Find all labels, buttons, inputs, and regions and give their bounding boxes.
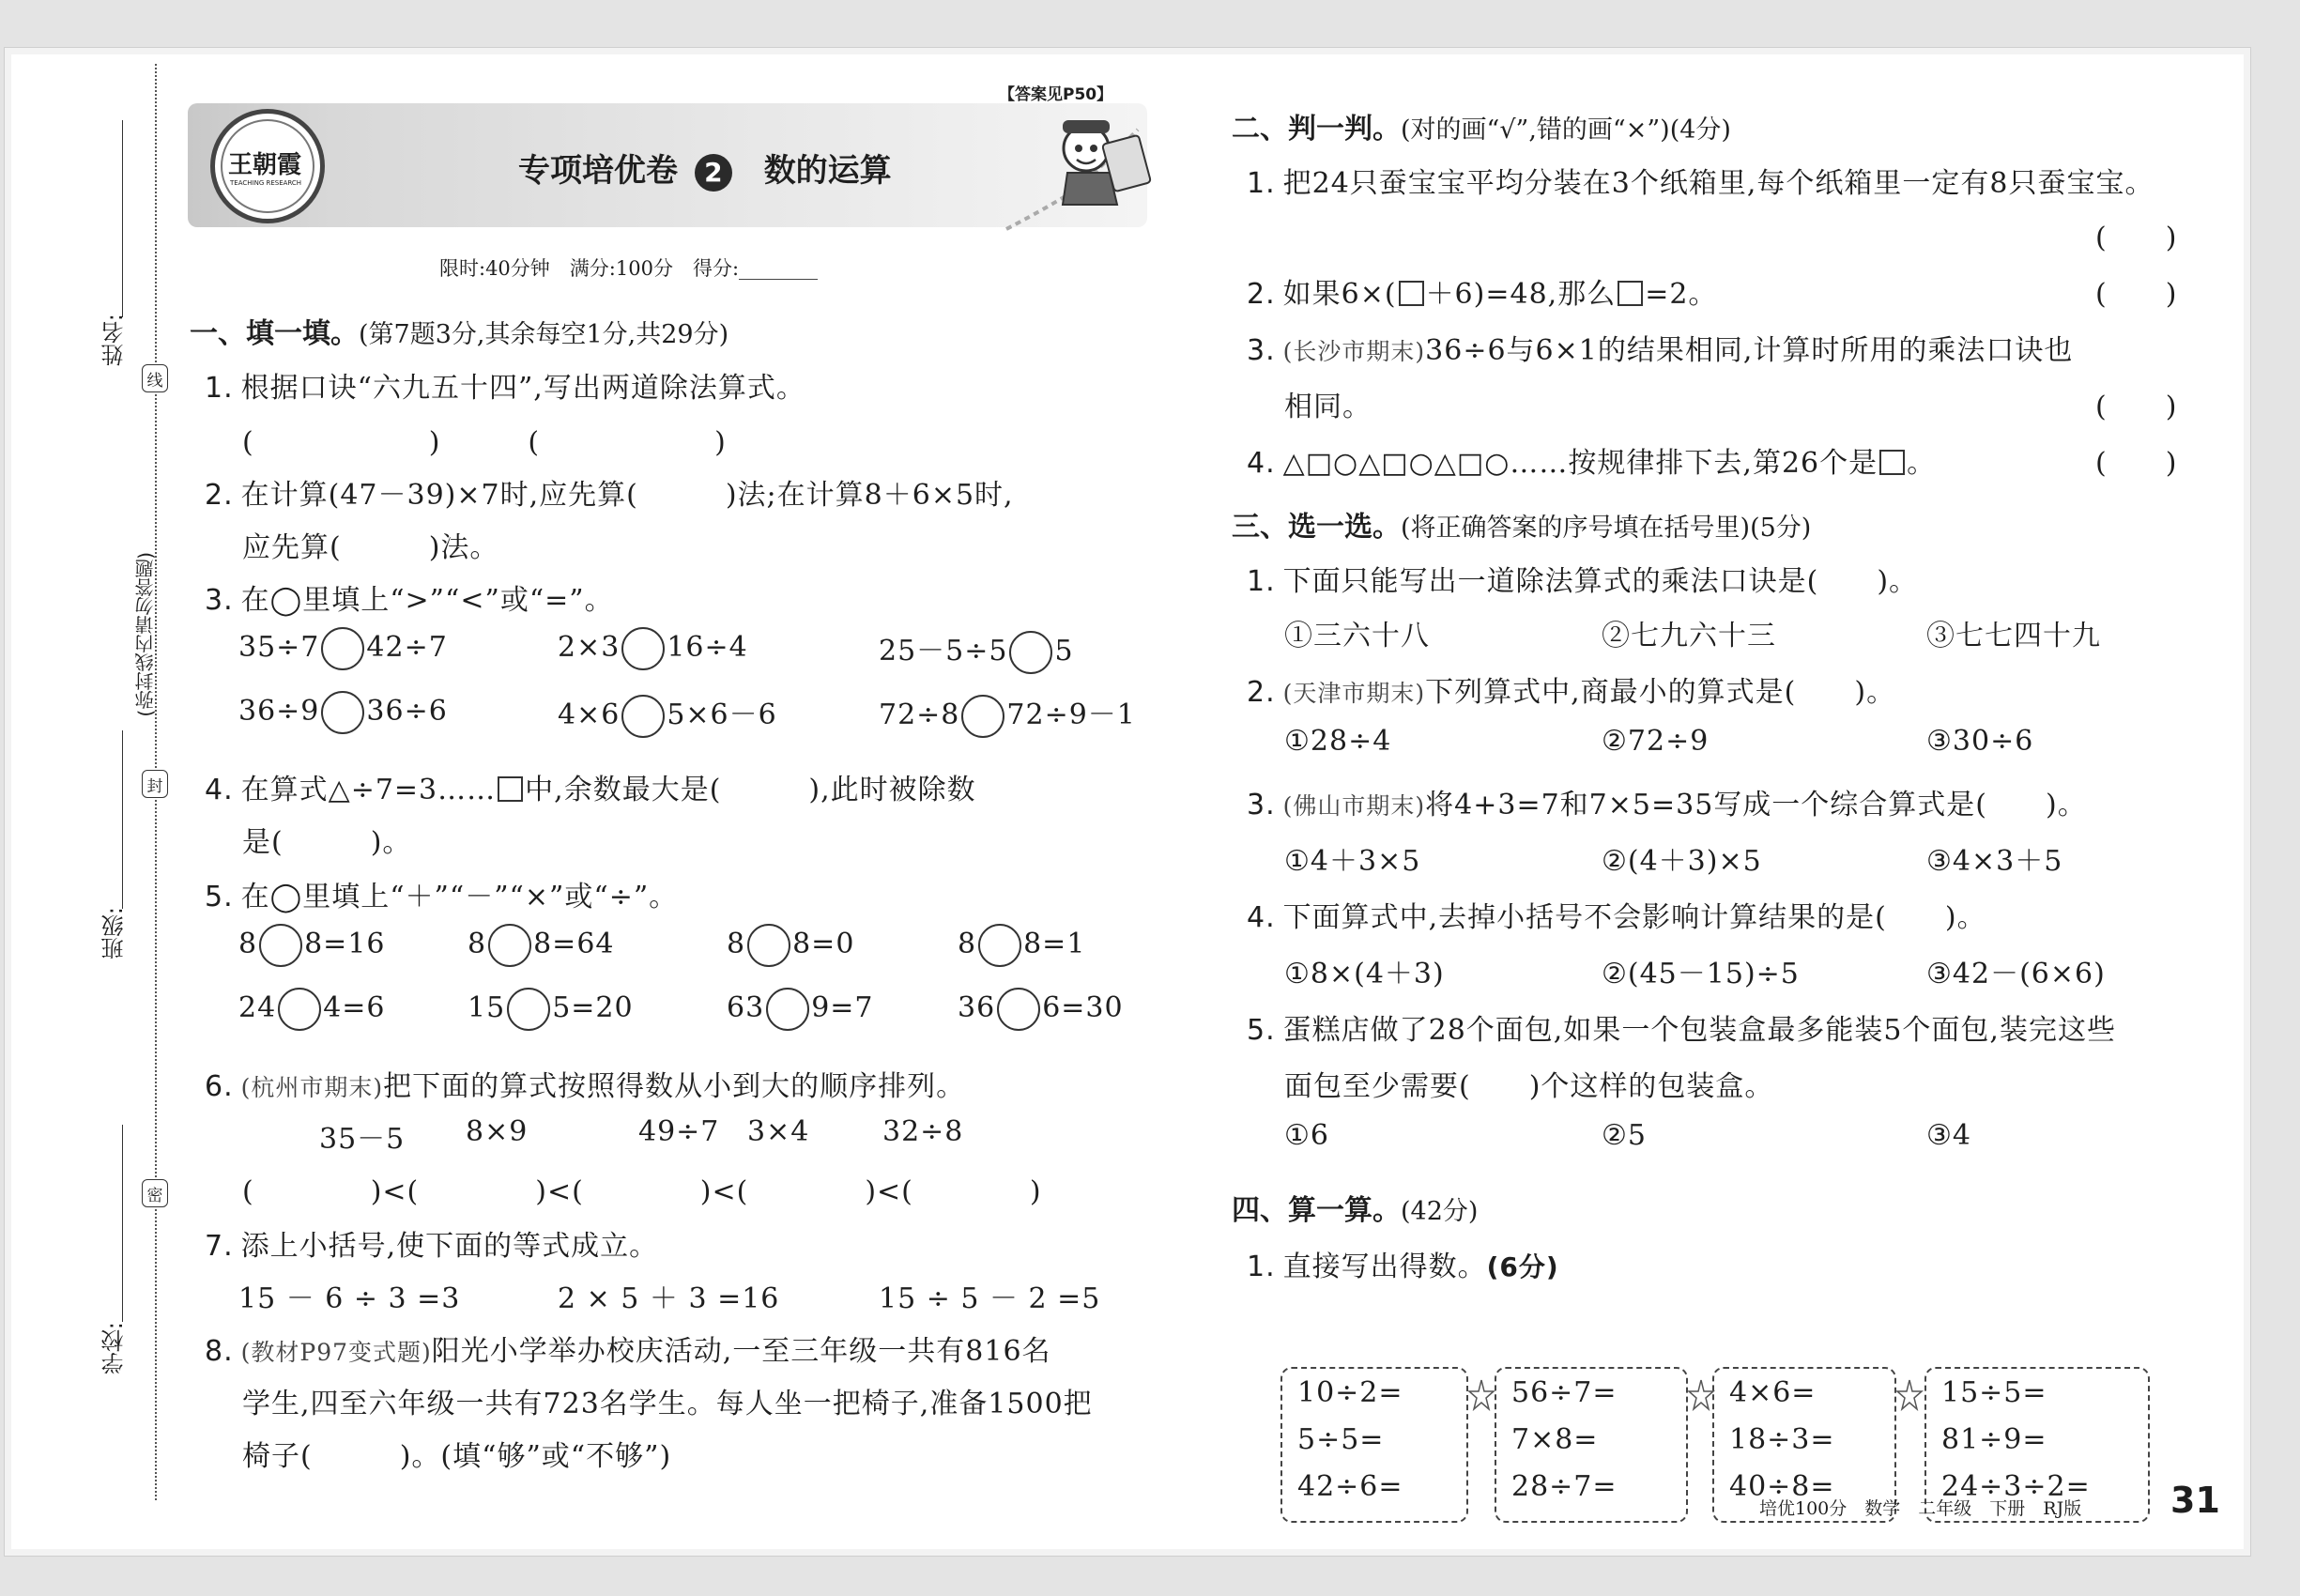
s1-q2-text-line2: 应先算( )法。 (242, 531, 499, 564)
logo-badge (210, 109, 325, 223)
calc-item[interactable]: 5÷5= (1297, 1423, 1385, 1456)
s2-q3-text: 36÷6与6×1的结果相同,计算时所用的乘法口诀也 (1425, 334, 2074, 367)
s3-q5-option-2[interactable]: ②5 (1602, 1119, 1647, 1152)
s1-q8-text-line2: 学生,四至六年级一共有723名学生。每人坐一把椅子,准备1500把 (242, 1388, 1093, 1420)
s3-q4-number: 4. (1247, 901, 1276, 934)
s1-q5-eq-8: 36 6=30 (958, 988, 1124, 1031)
page-number: 31 (2170, 1480, 2220, 1521)
s2-question-1 (1247, 160, 2154, 201)
s1-q3-text: 在◯里填上“>”“<”或“=”。 (240, 584, 614, 617)
operator-circle[interactable] (978, 924, 1021, 967)
compare-circle[interactable] (961, 695, 1004, 738)
s1-question-3 (205, 576, 614, 618)
s3-q5-option-1[interactable]: ①6 (1284, 1119, 1329, 1152)
exam-info: 限时:40分钟 满分:100分 得分:________ (439, 257, 819, 280)
s3-question-1 (1247, 558, 1918, 599)
s1-q3-compare-6: 72÷8 72÷9－1 (879, 691, 1136, 738)
worksheet-page (11, 54, 2244, 1549)
calc-item[interactable]: 40÷8= (1729, 1470, 1835, 1503)
s1-q6-expr-5: 32÷8 (882, 1115, 964, 1148)
header-title (518, 145, 892, 192)
section-2-heading (1232, 105, 1731, 146)
s1-q6-text: 把下面的算式按照得数从小到大的顺序排列。 (383, 1070, 966, 1103)
s1-q7-eq-1[interactable]: 15 － 6 ÷ 3 =3 (238, 1282, 461, 1315)
s1-q3-number: 3. (205, 584, 234, 617)
s2-q3-text-line2: 相同。 (1284, 391, 1372, 423)
s1-q3-compare-3: 25－5÷5 5 (879, 627, 1074, 674)
s3-question-2 (1247, 668, 1895, 710)
s1-q8-number: 8. (205, 1335, 234, 1368)
operator-circle[interactable] (747, 924, 790, 967)
s1-q4-text-line2: 是( )。 (242, 826, 412, 859)
section-2-title: 二、判一判。 (1232, 113, 1401, 146)
calc-item[interactable]: 4×6= (1729, 1376, 1817, 1409)
s2-q4-answer[interactable]: ( ) (2095, 447, 2178, 480)
calc-item[interactable]: 7×8= (1511, 1423, 1599, 1456)
school-underline (122, 1125, 123, 1322)
unknown-square (1399, 281, 1424, 306)
star-connector-icon (1467, 1376, 1495, 1420)
s1-q5-eq-3: 8 8=0 (727, 924, 854, 967)
s1-question-8 (205, 1327, 1051, 1369)
s1-q8-source: (教材P97变式题) (240, 1339, 432, 1366)
s1-q5-eq-6: 15 5=20 (468, 988, 634, 1031)
calc-item[interactable]: 42÷6= (1297, 1470, 1403, 1503)
s1-question-1 (205, 364, 805, 406)
s2-q4-number: 4. (1247, 447, 1276, 480)
section-4-title: 四、算一算。 (1232, 1194, 1401, 1227)
logo-text: 王朝霞 (228, 151, 302, 179)
s3-q1-option-1[interactable]: ①三六十八 (1284, 620, 1430, 652)
compare-circle[interactable] (621, 695, 665, 738)
s1-question-5 (205, 873, 678, 914)
s3-q2-option-3[interactable]: ③30÷6 (1926, 725, 2034, 758)
title-number-badge: 2 (695, 154, 732, 192)
s4-question-1 (1247, 1243, 1559, 1284)
calc-item[interactable]: 18÷3= (1729, 1423, 1835, 1456)
s3-q3-option-1[interactable]: ①4＋3×5 (1284, 845, 1421, 878)
class-label: 班级: (101, 907, 128, 960)
s1-q3-compare-5: 4×6 5×6－6 (558, 691, 777, 738)
s2-q2-number: 2. (1247, 278, 1276, 311)
operator-circle[interactable] (278, 988, 321, 1031)
title-prefix: 专项培优卷 (518, 152, 678, 190)
s1-q2-text: 在计算(47－39)×7时,应先算( )法;在计算8＋6×5时, (240, 479, 1014, 512)
s3-q3-number: 3. (1247, 789, 1276, 821)
s1-q6-expr-2: 8×9 (466, 1115, 529, 1148)
s4-q1-points: (6分) (1486, 1251, 1559, 1282)
s2-q3-number: 3. (1247, 334, 1276, 367)
s1-q4-number: 4. (205, 774, 234, 806)
s3-q4-text: 下面算式中,去掉小括号不会影响计算结果的是( )。 (1282, 901, 1986, 934)
footer-text: 培优100分 数学 二年级 下册 RJ版 (1759, 1498, 2082, 1519)
calc-item[interactable]: 28÷7= (1511, 1470, 1618, 1503)
s3-q4-option-1[interactable]: ①8×(4＋3) (1284, 958, 1445, 990)
s1-q5-eq-4: 8 8=1 (958, 924, 1085, 967)
s3-q2-source: (天津市期末) (1282, 680, 1426, 707)
s3-q2-number: 2. (1247, 676, 1276, 709)
s3-q5-text: 蛋糕店做了28个面包,如果一个包装盒最多能装5个面包,装完这些 (1282, 1014, 2116, 1047)
compare-circle[interactable] (1009, 631, 1052, 674)
s1-q7-eq-3[interactable]: 15 ÷ 5 － 2 =5 (879, 1282, 1101, 1315)
s1-q7-number: 7. (205, 1230, 234, 1263)
s2-question-3 (1247, 327, 2073, 368)
s1-question-4: 4. 在算式△÷7=3…… 中,余数最大是( ),此时被除数 (205, 774, 976, 806)
s1-q7-eq-2[interactable]: 2 × 5 ＋ 3 =16 (558, 1282, 780, 1315)
s3-q4-option-2[interactable]: ②(45－15)÷5 (1602, 958, 1800, 990)
logo-subtext: TEACHING RESEARCH (230, 179, 302, 187)
s1-question-7 (205, 1222, 658, 1264)
unknown-square (1618, 281, 1643, 306)
section-3-heading (1232, 503, 1811, 545)
s3-q3-option-2[interactable]: ②(4＋3)×5 (1602, 845, 1762, 878)
s4-q1-number: 1. (1247, 1251, 1276, 1283)
s1-q8-text-line3: 椅子( )。(填“够”或“不够”) (242, 1440, 672, 1473)
section-1-note: (第7题3分,其余每空1分,共29分) (359, 320, 729, 349)
s3-question-3 (1247, 781, 2087, 822)
s3-q1-option-2[interactable]: ②七九六十三 (1602, 620, 1776, 652)
name-underline (122, 120, 123, 317)
calc-box-1 (1280, 1367, 1468, 1523)
s3-q2-option-1[interactable]: ①28÷4 (1284, 725, 1392, 758)
s3-q2-text: 下列算式中,商最小的算式是( )。 (1425, 676, 1896, 709)
compare-circle[interactable] (321, 627, 364, 670)
s3-q3-option-3[interactable]: ③4×3＋5 (1926, 845, 2063, 878)
s1-q3-compare-1: 35÷7 42÷7 (238, 627, 448, 670)
s1-q6-number: 6. (205, 1070, 234, 1103)
calc-item[interactable]: 81÷9= (1941, 1423, 2047, 1456)
s1-q5-eq-1: 8 8=16 (238, 924, 386, 967)
s1-q5-number: 5. (205, 881, 234, 913)
s1-q5-eq-2: 8 8=64 (468, 924, 615, 967)
s1-q6-expr-1: 35－5 (319, 1123, 406, 1156)
section-2-note: (对的画“√”,错的画“×”)(4分) (1401, 115, 1731, 145)
section-4-heading (1232, 1187, 1478, 1228)
calc-item[interactable]: 56÷7= (1511, 1376, 1618, 1409)
s3-q4-option-3[interactable]: ③42－(6×6) (1926, 958, 2106, 990)
section-3-title: 三、选一选。 (1232, 511, 1401, 544)
title-topic: 数的运算 (763, 152, 892, 190)
s3-q3-text: 将4+3=7和7×5=35写成一个综合算式是( )。 (1425, 789, 2087, 821)
s3-q3-source: (佛山市期末) (1282, 792, 1426, 820)
s2-q3-source: (长沙市期末) (1282, 338, 1426, 365)
s1-q6-expr-4: 3×4 (747, 1115, 810, 1148)
s3-q5-option-3[interactable]: ③4 (1926, 1119, 1971, 1152)
s2-q2-answer[interactable]: ( ) (2095, 278, 2178, 311)
s3-q1-number: 1. (1247, 565, 1276, 598)
star-connector-icon (1687, 1376, 1715, 1420)
s1-q6-source: (杭州市期末) (240, 1074, 384, 1101)
s1-q3-compare-2: 2×3 16÷4 (558, 627, 748, 670)
section-1-heading (190, 310, 728, 351)
s2-q3-answer[interactable]: ( ) (2095, 391, 2178, 423)
remainder-square (498, 776, 523, 802)
s3-q1-option-3[interactable]: ③七七四十九 (1926, 620, 2101, 652)
s2-q1-text: 把24只蚕宝宝平均分装在3个纸箱里,每个纸箱里一定有8只蚕宝宝。 (1282, 167, 2154, 200)
calc-item[interactable]: 15÷5= (1941, 1376, 2047, 1409)
compare-circle[interactable] (321, 691, 364, 734)
calc-item[interactable]: 10÷2= (1297, 1376, 1403, 1409)
s1-q5-text: 在◯里填上“＋”“－”“×”或“÷”。 (240, 881, 679, 913)
operator-circle[interactable] (488, 924, 531, 967)
answer-reference: 【答案见P50】 (999, 85, 1113, 104)
operator-circle[interactable] (259, 924, 302, 967)
s1-q5-eq-7: 63 9=7 (727, 988, 874, 1031)
seal-mark-mi: 密 (142, 1179, 168, 1207)
s1-q3-compare-4: 36÷9 36÷6 (238, 691, 448, 734)
s1-q6-order-blanks[interactable]: ( )<( )<( )<( )<( ) (242, 1175, 1042, 1208)
operator-circle[interactable] (766, 988, 809, 1031)
s1-q2-number: 2. (205, 479, 234, 512)
operator-circle[interactable] (507, 988, 550, 1031)
s3-q5-text-line2: 面包至少需要( )个这样的包装盒。 (1284, 1070, 1774, 1103)
s3-question-4 (1247, 894, 1986, 935)
s1-q8-text: 阳光小学举办校庆活动,一至三年级一共有816名 (431, 1335, 1051, 1368)
compare-circle[interactable] (621, 627, 665, 670)
s1-question-6 (205, 1063, 965, 1104)
star-connector-icon (1895, 1376, 1924, 1420)
s1-q1-answer-blanks[interactable]: ( ) ( ) (242, 426, 727, 459)
name-label: 姓名: (101, 314, 128, 367)
calc-box-2 (1495, 1367, 1688, 1523)
s3-q1-text: 下面只能写出一道除法算式的乘法口诀是( )。 (1282, 565, 1919, 598)
s2-q1-number: 1. (1247, 167, 1276, 200)
seal-warning-text: (弥封线内请勿答题) (134, 552, 157, 717)
s2-q1-answer[interactable]: ( ) (2095, 222, 2178, 254)
s1-q1-text: 根据口诀“六九五十四”,写出两道除法算式。 (240, 372, 805, 405)
class-underline (122, 730, 123, 909)
answer-square (1879, 450, 1905, 475)
s3-question-5 (1247, 1006, 2116, 1048)
section-4-note: (42分) (1401, 1197, 1479, 1226)
section-3-note: (将正确答案的序号填在括号里)(5分) (1401, 514, 1812, 543)
s1-question-2 (205, 471, 1014, 513)
operator-circle[interactable] (997, 988, 1040, 1031)
s1-q7-text: 添上小括号,使下面的等式成立。 (240, 1230, 659, 1263)
s2-question-4: 4. △□○△□○△□○……按规律排下去,第26个是 。 (1247, 447, 1937, 480)
mascot-illustration (997, 92, 1175, 231)
s3-q5-number: 5. (1247, 1014, 1276, 1047)
calc-item[interactable]: 24÷3÷2= (1941, 1470, 2091, 1503)
seal-mark-feng: 封 (142, 770, 168, 798)
section-1-title: 一、填一填。 (190, 317, 359, 350)
s4-q1-text: 直接写出得数。 (1282, 1251, 1487, 1283)
s2-question-2: 2. 如果6×( ＋6)=48,那么 =2。 (1247, 278, 1718, 311)
seal-mark-xian: 线 (142, 364, 168, 392)
s3-q2-option-2[interactable]: ②72÷9 (1602, 725, 1710, 758)
s1-q6-expr-3: 49÷7 (638, 1115, 720, 1148)
school-label: 学校: (101, 1322, 128, 1375)
s1-q1-number: 1. (205, 372, 234, 405)
s1-q5-eq-5: 24 4=6 (238, 988, 386, 1031)
